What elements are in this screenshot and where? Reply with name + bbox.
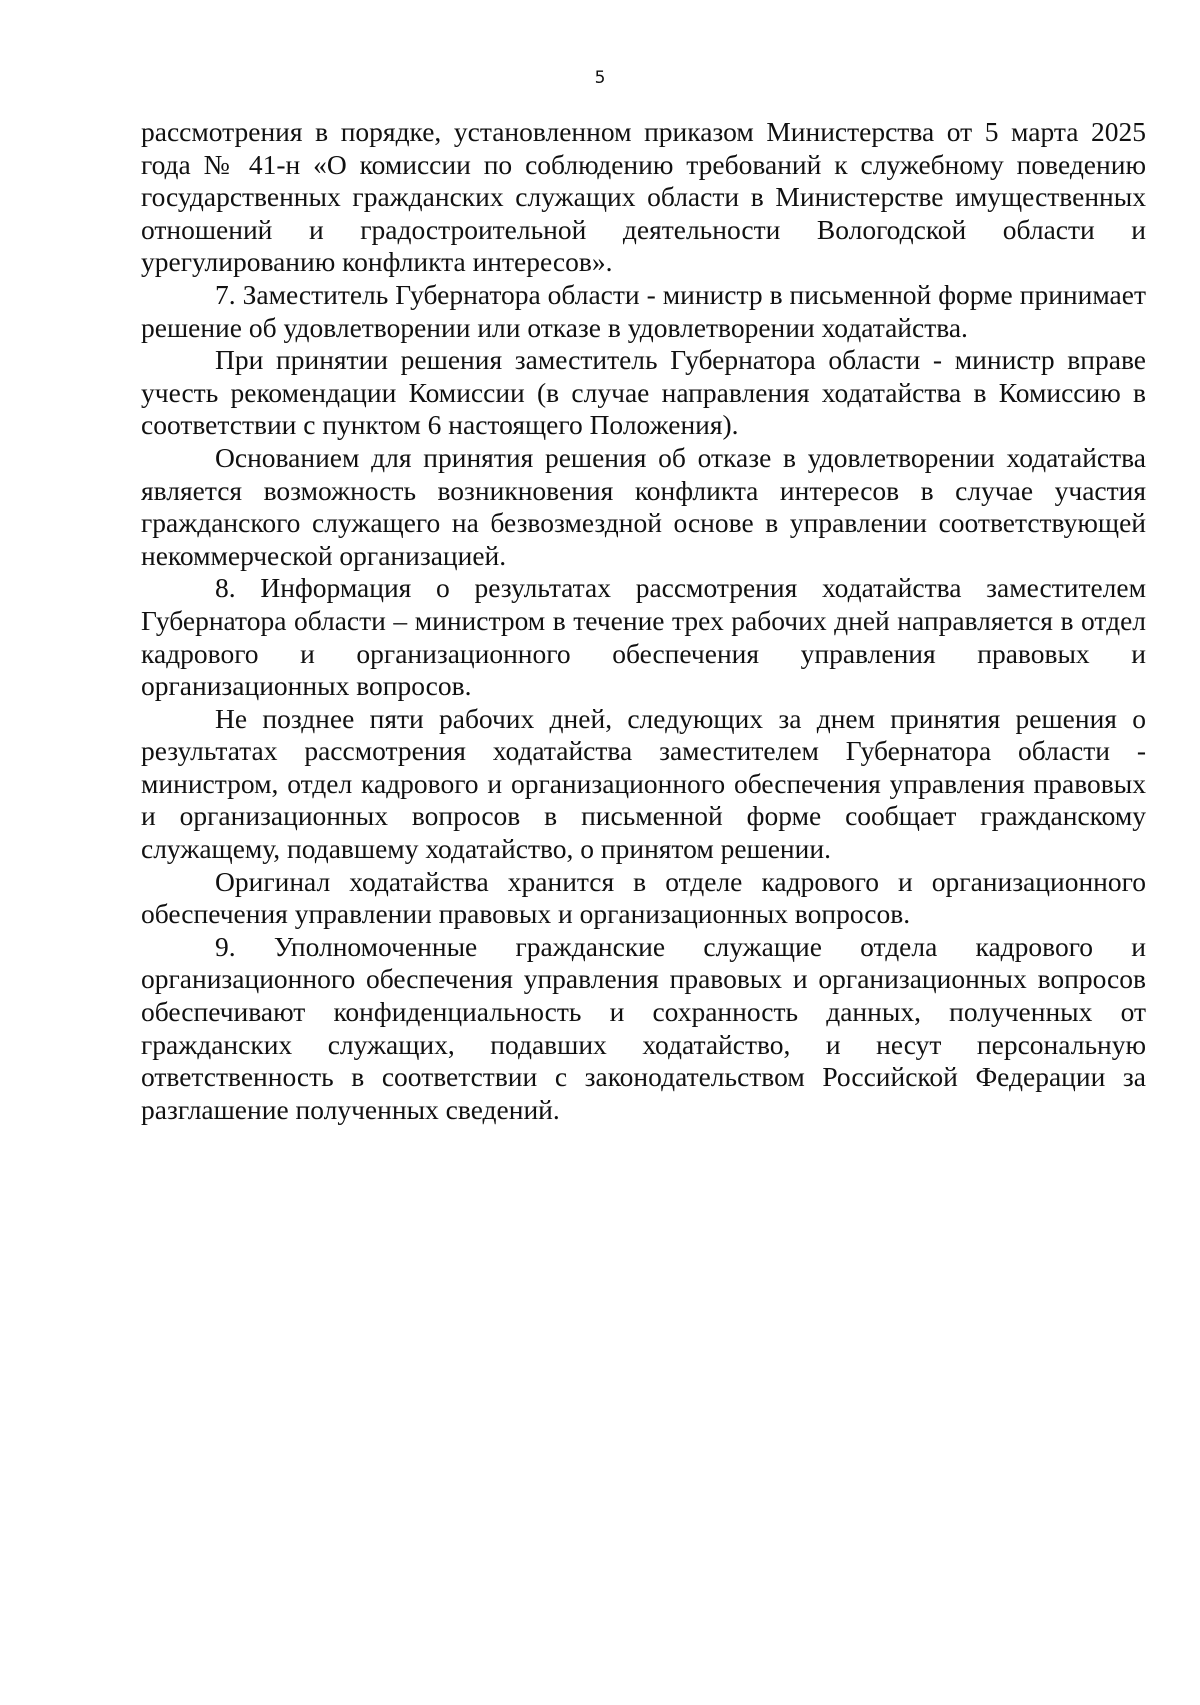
paragraph-item-7-refusal-grounds: Основанием для принятия решения об отказе в удовлетворении ходатайства является возможность возникновения конфликта интересов в случае участия гражданского служащего на безвозмездной основе в управлении соответствующей некоммерческой организацией. [141,441,1146,571]
paragraph-item-7: 7. Заместитель Губернатора области - министр в письменной форме принимает решение об удовлетворении или отказе в удовлетворении ходатайства. [141,278,1146,343]
paragraph-item-8-original-storage: Оригинал ходатайства хранится в отделе кадрового и организационного обеспечения управлении правовых и организационных вопросов. [141,865,1146,930]
paragraph-item-9: 9. Уполномоченные гражданские служащие отдела кадрового и организационного обеспечения управления правовых и организационных вопросов обеспечивают конфиденциальность и сохранность данных, полученных от гражданских служащих, подавших ходатайство, и несут персональную ответственность в соответствии с законодательством Российской Федерации за разглашение полученных сведений. [141,930,1146,1125]
document-body [141,116,1146,1126]
page-number: 5 [594,68,606,88]
paragraph-item-8-notification: Не позднее пяти рабочих дней, следующих за днем принятия решения о результатах рассмотрения ходатайства заместителем Губернатора области - министром, отдел кадрового и организационного обеспечения управления правовых и организационных вопросов в письменной форме сообщает гражданскому служащему, подавшему ходатайство, о принятом решении. [141,702,1146,865]
paragraph-item-7-decision: При принятии решения заместитель Губернатора области - министр вправе учесть рекомендации Комиссии (в случае направления ходатайства в Комиссию в соответствии с пунктом 6 настоящего Положения). [141,344,1146,441]
paragraph-item-8: 8. Информация о результатах рассмотрения ходатайства заместителем Губернатора области – министром в течение трех рабочих дней направляется в отдел кадрового и организационного обеспечения управления правовых и организационных вопросов. [141,572,1146,702]
paragraph-continuation: рассмотрения в порядке, установленном приказом Министерства от 5 марта 2025 года № 41-н «О комиссии по соблюдению требований к служебному поведению государственных гражданских служащих области в Министерстве имущественных отношений и градостроительной деятельности Вологодской области и урегулированию конфликта интересов». [141,116,1146,278]
